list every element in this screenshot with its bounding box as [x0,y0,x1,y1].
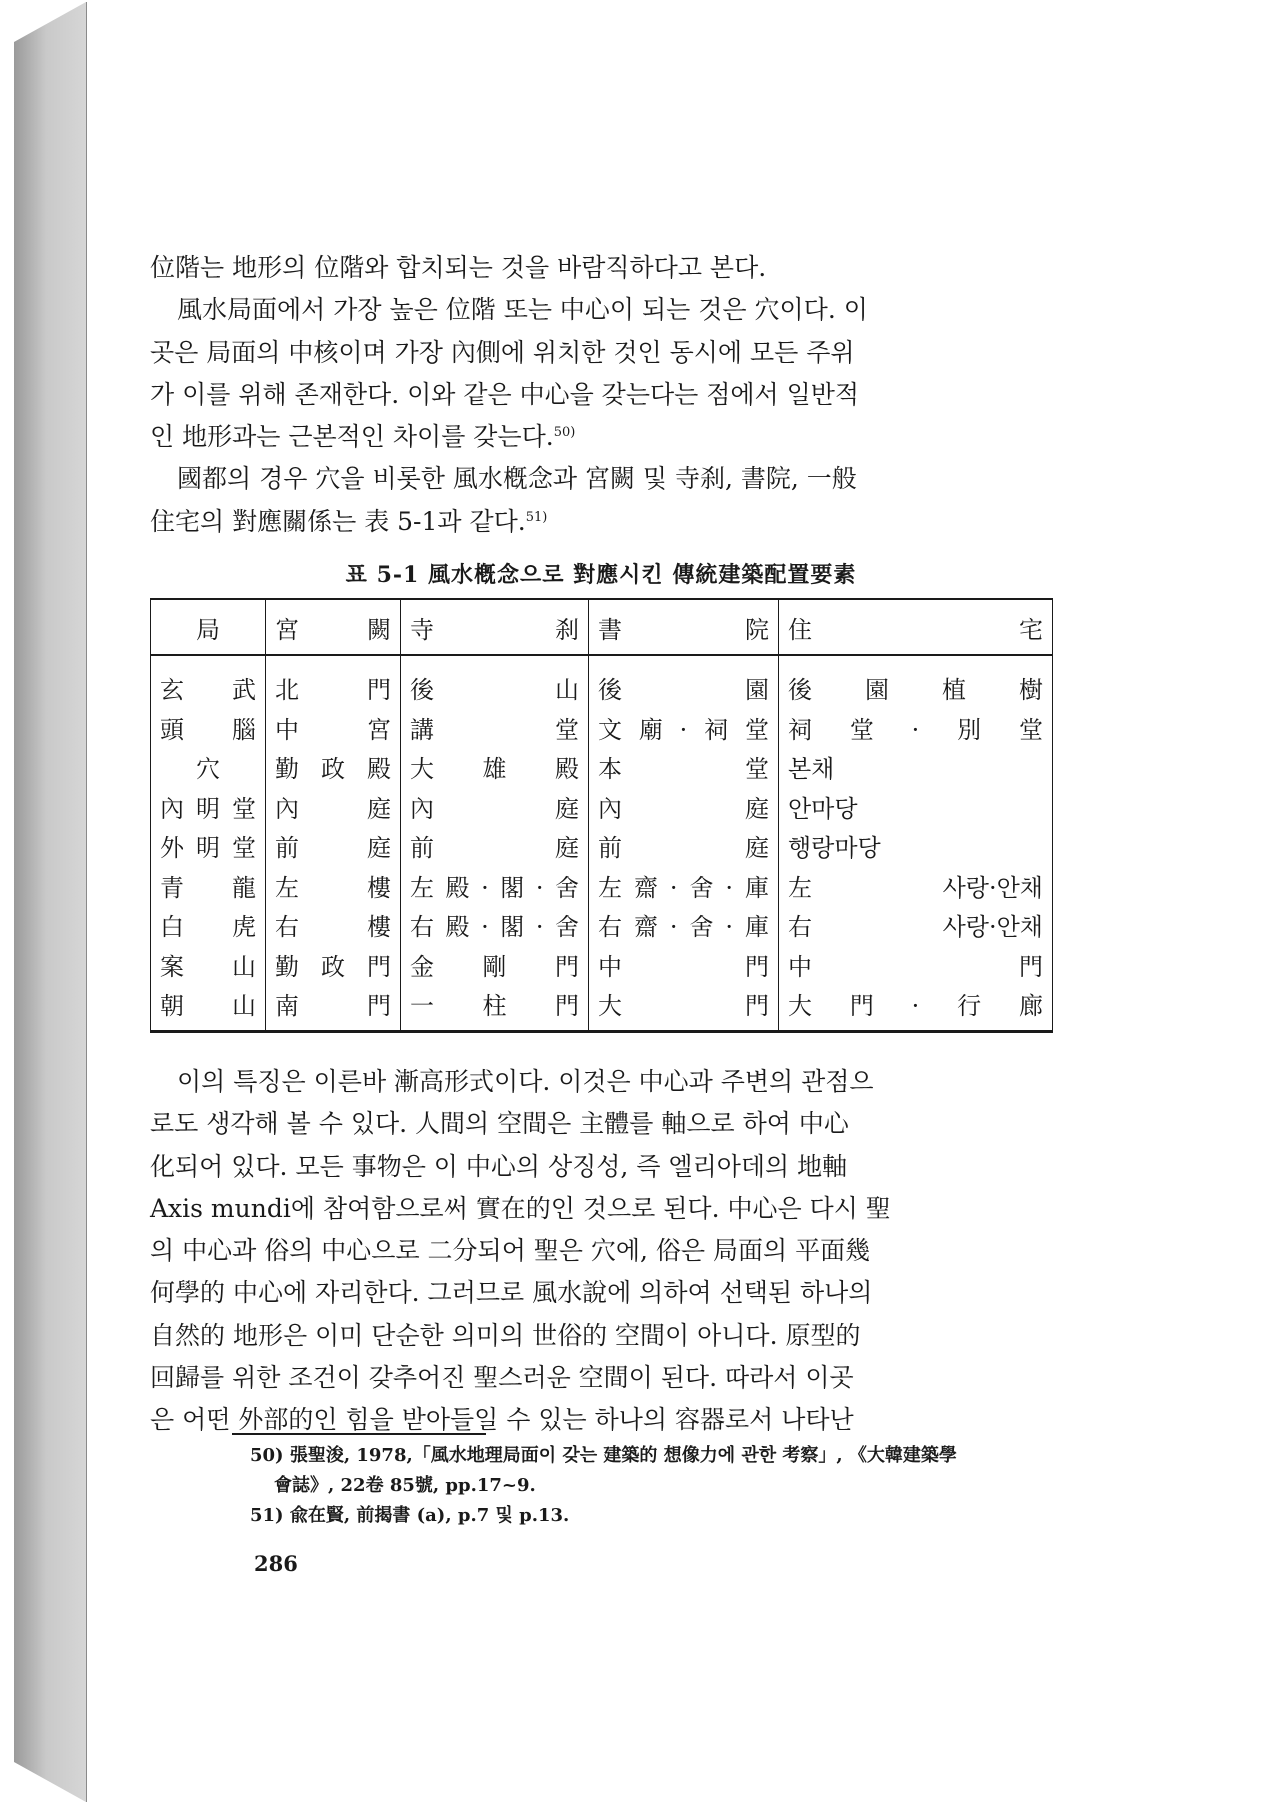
footnote-ref-50[interactable]: 50) [553,425,576,441]
table-cell: 前庭 [589,826,779,866]
page-number: 286 [254,1551,298,1576]
table-cell: 勤政殿 [266,747,401,787]
footnote-divider [232,1433,486,1435]
footnote-line: 50) 張聖浚, 1978,「風水地理局面이 갖는 建築的 想像力에 관한 考察」, 《大韓建築學 [250,1445,957,1466]
table-cell: 右樓 [266,905,401,945]
column-header: 住宅 [779,599,1053,655]
book-spine [14,2,86,1802]
column-header: 寺刹 [401,599,589,655]
paragraph-3 [150,458,1052,543]
table-row [151,984,1053,1031]
text-line: 何學的 中心에 자리한다. 그러므로 風水說에 의하여 선택된 하나의 [150,1278,873,1308]
table-cell: 大雄殿 [401,747,589,787]
table-row [151,708,1053,748]
table-cell: 後園 [589,655,779,708]
table-cell: 안마당 [779,787,1053,827]
footnote-line: 51) 兪在賢, 前揭書 (a), p.7 및 p.13. [250,1505,570,1526]
table-cell: 中宮 [266,708,401,748]
table-cell: 右齋·舍·庫 [589,905,779,945]
table-cell: 勤政門 [266,945,401,985]
table-row [151,866,1053,906]
bottom-paragraph [150,1061,1052,1442]
table-cell: 穴 [151,747,266,787]
table-cell: 內明堂 [151,787,266,827]
table-cell: 頭腦 [151,708,266,748]
text-line: 化되어 있다. 모든 事物은 이 中心의 상징성, 즉 엘리아데의 地軸 [150,1151,848,1181]
table-row [151,655,1053,708]
table-cell: 左齋·舍·庫 [589,866,779,906]
table-cell: 內庭 [401,787,589,827]
table-cell: 左사랑·안채 [779,866,1053,906]
table-cell: 北門 [266,655,401,708]
table-row [151,826,1053,866]
table-cell: 大門 [589,984,779,1031]
paragraph-4 [150,1061,1052,1442]
table-cell: 外明堂 [151,826,266,866]
table-cell: 案山 [151,945,266,985]
table-cell: 青龍 [151,866,266,906]
text-line: 國都의 경우 穴을 비롯한 風水槪念과 宮闕 및 寺刹, 書院, 一般 [177,464,857,494]
column-header: 書院 [589,599,779,655]
top-paragraphs [150,247,1052,543]
text-line: 은 어떤 外部的인 힘을 받아들일 수 있는 하나의 容器로서 나타난 [150,1405,854,1435]
table-cell: 左樓 [266,866,401,906]
table-cell: 內庭 [266,787,401,827]
text-line: 로도 생각해 볼 수 있다. 人間의 空間은 主體를 軸으로 하여 中心 [150,1109,849,1139]
table-cell: 前庭 [266,826,401,866]
text-line: 곳은 局面의 中核이며 가장 內側에 위치한 것인 동시에 모든 주위 [150,337,855,367]
table-cell: 大門·行廊 [779,984,1053,1031]
text-line: 自然的 地形은 이미 단순한 의미의 世俗的 空間이 아니다. 原型的 [150,1320,861,1350]
footnote-50 [250,1441,1052,1501]
table-cell: 玄武 [151,655,266,708]
column-header: 宮闕 [266,599,401,655]
text-line: 인 地形과는 근본적인 차이를 갖는다. [150,422,554,452]
table-cell: 朝山 [151,984,266,1031]
table-row [151,747,1053,787]
table-cell: 白虎 [151,905,266,945]
paragraph-2 [150,289,1052,458]
table-cell: 左殿·閣·舍 [401,866,589,906]
table-row [151,945,1053,985]
text-line: 가 이를 위해 존재한다. 이와 같은 中心을 갖는다는 점에서 일반적 [150,379,860,409]
table-cell: 前庭 [401,826,589,866]
table-cell: 행랑마당 [779,826,1053,866]
data-table [150,598,1053,1033]
footnotes [250,1441,1052,1531]
text-line: 回歸를 위한 조건이 갖추어진 聖스러운 空間이 된다. 따라서 이곳 [150,1363,854,1393]
table-cell: 後山 [401,655,589,708]
column-header: 局 [151,599,266,655]
table-title: 표 5-1 風水槪念으로 對應시킨 傳統建築配置要素 [345,562,857,588]
table-cell: 南門 [266,984,401,1031]
table-cell: 祠堂·別堂 [779,708,1053,748]
text-line: 이의 특징은 이른바 漸高形式이다. 이것은 中心과 주변의 관점으 [177,1067,874,1096]
table-cell: 一柱門 [401,984,589,1031]
text-line: 의 中心과 俗의 中心으로 二分되어 聖은 穴에, 俗은 局面의 平面幾 [150,1236,871,1266]
text-line: Axis mundi에 참여함으로써 實在的인 것으로 된다. 中心은 다시 聖 [150,1193,891,1223]
table-cell: 講堂 [401,708,589,748]
footnote-51 [250,1501,1052,1531]
table-cell: 右사랑·안채 [779,905,1053,945]
footnote-line: 會誌》, 22卷 85號, pp.17~9. [274,1475,536,1496]
table-row [151,787,1053,827]
footnote-ref-51[interactable]: 51) [525,509,548,525]
text-line: 風水局面에서 가장 높은 位階 또는 中心이 되는 것은 穴이다. 이 [177,295,868,325]
table-5-1 [150,598,1052,1033]
table-cell: 右殿·閣·舍 [401,905,589,945]
table-cell: 中門 [779,945,1053,985]
table-cell: 後園植樹 [779,655,1053,708]
table-cell: 中門 [589,945,779,985]
table-header-row [151,599,1053,655]
text-line: 住宅의 對應關係는 表 5-1과 같다. [150,506,526,536]
table-cell: 본채 [779,747,1053,787]
table-cell: 內庭 [589,787,779,827]
table-row [151,905,1053,945]
table-cell: 金剛門 [401,945,589,985]
table-cell: 文廟·祠堂 [589,708,779,748]
table-cell: 本堂 [589,747,779,787]
paragraph-1 [150,247,1052,289]
text-line: 位階는 地形의 位階와 합치되는 것을 바람직하다고 본다. [150,253,767,282]
